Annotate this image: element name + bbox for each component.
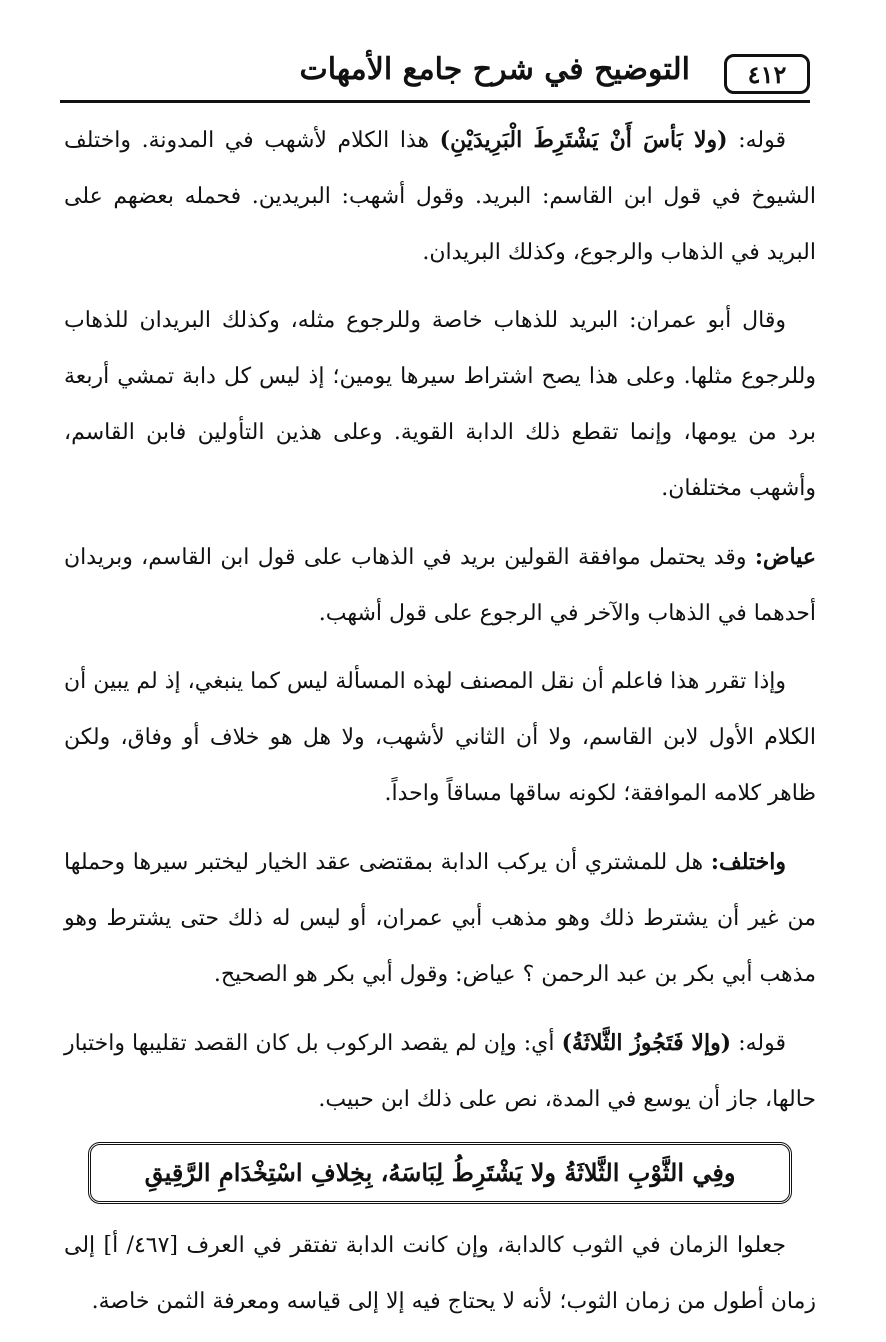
paragraph-text: وقد يحتمل موافقة القولين بريد في الذهاب على قول ابن القاسم، وبريدان أحدهما في الذهاب والآخر في الرجوع على قول أشهب. [64,545,816,626]
paragraph-prefix: قوله: [727,128,786,153]
quoted-matn: (وإلا فَتَجُوزُ الثَّلاثَةُ) [561,1030,732,1056]
paragraph-text: وقال أبو عمران: البريد للذهاب خاصة وللرجوع مثله، وكذلك البريدان للذهاب وللرجوع مثلها. وعلى هذا يصح اشتراط سيرها يومين؛ إذ ليس كل دابة تمشي أربعة برد من يومها، وإنما تقطع ذلك الدابة القوية. وعلى هذين التأولين فابن القاسم، وأشهب مختلفان. [64,308,816,501]
page-number-box [724,54,810,94]
paragraph-text: أي: وإن لم يقصد الركوب بل كان القصد تقليبها واختبار حالها، جاز أن يوسع في المدة، نص على ذلك ابن حبيب. [64,1031,816,1112]
paragraph-prefix: قوله: [731,1031,786,1056]
chapter-heading-box [88,1142,792,1204]
chapter-heading: وفِي الثَّوْبِ الثَّلاثَةُ ولا يَشْتَرِطُ لِبَاسَهُ، بِخِلافِ اسْتِخْدَامِ الرَّقِيقِ [144,1158,736,1187]
paragraph-lead: عياض: [754,544,816,570]
quoted-matn: (ولا بَأسَ أَنْ يَشْتَرِطَ الْبَرِيدَيْنِ) [439,127,728,153]
paragraph [64,1015,816,1128]
header-divider [60,100,810,103]
paragraph [64,293,816,517]
paragraph [64,112,816,281]
page-header [60,48,810,98]
paragraph [64,529,816,642]
paragraph [64,654,816,822]
paragraph [64,834,816,1003]
page-body [64,112,816,1342]
paragraph-text: هل للمشتري أن يركب الدابة بمقتضى عقد الخيار ليختبر سيرها وحملها من غير أن يشترط ذلك وهو مذهب أبي عمران، أو ليس له ذلك حتى يشترط وهو مذهب أبي بكر بن عبد الرحمن ؟ عياض: وقول أبي بكر هو الصحيح. [64,850,816,987]
paragraph-text: جعلوا الزمان في الثوب كالدابة، وإن كانت الدابة تفتقر في العرف [٤٦٧/ أ] إلى زمان أطول من زمان الثوب؛ لأنه لا يحتاج فيه إلا إلى قياسه ومعرفة الثمن خاصة. [64,1233,816,1314]
paragraph [64,1218,816,1330]
paragraph-text: هذا الكلام لأشهب في المدونة. واختلف الشيوخ في قول ابن القاسم: البريد. وقول أشهب: البريدين. فحمله بعضهم على البريد في الذهاب والرجوع، وكذلك البريدان. [64,128,816,265]
paragraph-lead: واختلف: [710,849,786,875]
paragraph-text: وإذا تقرر هذا فاعلم أن نقل المصنف لهذه المسألة ليس كما ينبغي، إذ لم يبين أن الكلام الأول لابن القاسم، ولا أن الثاني لأشهب، ولا هل هو خلاف أو وفاق، ولكن ظاهر كلامه الموافقة؛ لكونه ساقها مساقاً واحداً. [64,669,816,806]
running-title: التوضيح في شرح جامع الأمهات [299,52,690,87]
page-number: ٤١٢ [747,59,787,89]
